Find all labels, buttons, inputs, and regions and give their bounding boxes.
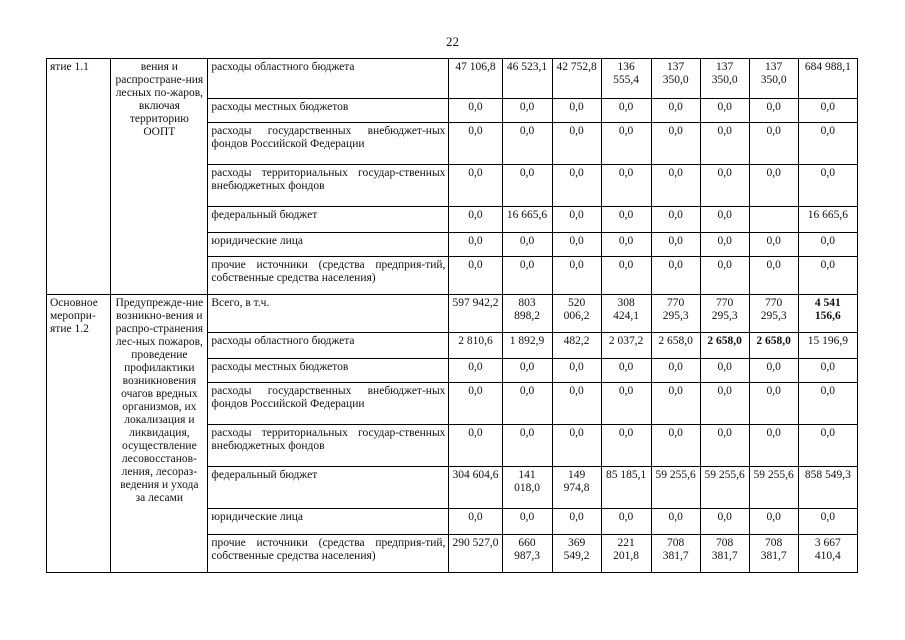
value-cell: 770 295,3: [651, 295, 700, 333]
value-cell: 708 381,7: [700, 535, 749, 573]
value-cell: 0,0: [449, 383, 502, 425]
value-cell: 0,0: [552, 359, 601, 383]
description-cell: Предупрежде-ние возникно-вения и распро-странения лес-ных пожаров, проведение профилактики возникновения очагов вредных организмов, их локализация и ликвидация, осуществление лесовосстанов-ления, лесораз-ведения и ухода за лесами: [111, 295, 208, 573]
value-cell: 0,0: [449, 99, 502, 123]
value-cell: 0,0: [651, 99, 700, 123]
value-cell: 0,0: [552, 99, 601, 123]
value-cell: 16 665,6: [502, 207, 552, 233]
funding-source-cell: прочие источники (средства предприя-тий, собственные средства населения): [208, 535, 449, 573]
value-cell: 2 658,0: [700, 333, 749, 359]
value-cell: 2 658,0: [651, 333, 700, 359]
value-cell: 0,0: [651, 257, 700, 295]
value-cell: 0,0: [700, 359, 749, 383]
total-value-cell: 3 667 410,4: [798, 535, 857, 573]
funding-source-cell: расходы областного бюджета: [208, 333, 449, 359]
value-cell: 0,0: [449, 207, 502, 233]
value-cell: 0,0: [601, 425, 651, 467]
value-cell: 0,0: [700, 509, 749, 535]
value-cell: 0,0: [502, 233, 552, 257]
value-cell: 0,0: [502, 359, 552, 383]
funding-source-cell: расходы государственных внебюджет-ных фондов Российской Федерации: [208, 123, 449, 165]
value-cell: 137 350,0: [749, 59, 798, 99]
value-cell: 0,0: [502, 99, 552, 123]
funding-source-cell: расходы территориальных государ-ственных внебюджетных фондов: [208, 425, 449, 467]
value-cell: 137 350,0: [651, 59, 700, 99]
value-cell: 290 527,0: [449, 535, 502, 573]
table-body: [47, 59, 858, 573]
value-cell: 47 106,8: [449, 59, 502, 99]
value-cell: 0,0: [601, 359, 651, 383]
funding-source-cell: прочие источники (средства предприя-тий, собственные средства населения): [208, 257, 449, 295]
funding-source-cell: юридические лица: [208, 509, 449, 535]
value-cell: 0,0: [601, 383, 651, 425]
value-cell: 2 658,0: [749, 333, 798, 359]
value-cell: 0,0: [651, 359, 700, 383]
value-cell: 0,0: [449, 233, 502, 257]
value-cell: 0,0: [749, 123, 798, 165]
value-cell: 308 424,1: [601, 295, 651, 333]
total-value-cell: 0,0: [798, 99, 857, 123]
value-cell: 0,0: [552, 257, 601, 295]
value-cell: 0,0: [651, 425, 700, 467]
value-cell: 0,0: [552, 383, 601, 425]
value-cell: 0,0: [502, 509, 552, 535]
value-cell: 0,0: [601, 99, 651, 123]
value-cell: 0,0: [552, 165, 601, 207]
value-cell: 0,0: [700, 165, 749, 207]
value-cell: 0,0: [601, 233, 651, 257]
value-cell: 0,0: [749, 99, 798, 123]
total-value-cell: 4 541 156,6: [798, 295, 857, 333]
total-value-cell: 0,0: [798, 359, 857, 383]
value-cell: 2 037,2: [601, 333, 651, 359]
value-cell: 0,0: [651, 165, 700, 207]
value-cell: 520 006,2: [552, 295, 601, 333]
value-cell: 708 381,7: [651, 535, 700, 573]
value-cell: 141 018,0: [502, 467, 552, 509]
value-cell: 304 604,6: [449, 467, 502, 509]
value-cell: 0,0: [749, 257, 798, 295]
value-cell: 0,0: [651, 207, 700, 233]
value-cell: 137 350,0: [700, 59, 749, 99]
value-cell: 0,0: [552, 233, 601, 257]
value-cell: 0,0: [449, 509, 502, 535]
value-cell: 42 752,8: [552, 59, 601, 99]
funding-source-cell: расходы местных бюджетов: [208, 359, 449, 383]
value-cell: 59 255,6: [700, 467, 749, 509]
value-cell: 0,0: [601, 207, 651, 233]
total-value-cell: 0,0: [798, 233, 857, 257]
value-cell: 0,0: [651, 383, 700, 425]
funding-source-cell: расходы государственных внебюджет-ных фондов Российской Федерации: [208, 383, 449, 425]
total-value-cell: 15 196,9: [798, 333, 857, 359]
total-value-cell: 0,0: [798, 123, 857, 165]
value-cell: 0,0: [749, 425, 798, 467]
funding-source-cell: юридические лица: [208, 233, 449, 257]
value-cell: 0,0: [449, 123, 502, 165]
value-cell: 136 555,4: [601, 59, 651, 99]
funding-source-cell: расходы местных бюджетов: [208, 99, 449, 123]
value-cell: 0,0: [601, 509, 651, 535]
value-cell: 0,0: [700, 257, 749, 295]
total-value-cell: 684 988,1: [798, 59, 857, 99]
value-cell: 1 892,9: [502, 333, 552, 359]
value-cell: 708 381,7: [749, 535, 798, 573]
value-cell: 0,0: [700, 99, 749, 123]
value-cell: 0,0: [449, 165, 502, 207]
value-cell: 0,0: [700, 123, 749, 165]
value-cell: 0,0: [552, 509, 601, 535]
total-value-cell: 0,0: [798, 509, 857, 535]
event-cell: Основное меропри-ятие 1.2: [47, 295, 111, 573]
funding-source-cell: расходы областного бюджета: [208, 59, 449, 99]
value-cell: 0,0: [552, 207, 601, 233]
value-cell: 0,0: [651, 233, 700, 257]
value-cell: 0,0: [700, 425, 749, 467]
funding-source-cell: федеральный бюджет: [208, 207, 449, 233]
funding-source-cell: расходы территориальных государ-ственных внебюджетных фондов: [208, 165, 449, 207]
value-cell: 482,2: [552, 333, 601, 359]
value-cell: 221 201,8: [601, 535, 651, 573]
value-cell: 770 295,3: [749, 295, 798, 333]
total-value-cell: 0,0: [798, 257, 857, 295]
value-cell: 0,0: [502, 165, 552, 207]
total-value-cell: 858 549,3: [798, 467, 857, 509]
value-cell: 597 942,2: [449, 295, 502, 333]
page-number: 22: [446, 34, 459, 49]
value-cell: 0,0: [749, 165, 798, 207]
table-row: [47, 59, 858, 99]
total-value-cell: 0,0: [798, 383, 857, 425]
total-value-cell: 0,0: [798, 165, 857, 207]
value-cell: 59 255,6: [651, 467, 700, 509]
value-cell: 0,0: [449, 257, 502, 295]
value-cell: 0,0: [651, 509, 700, 535]
value-cell: 0,0: [601, 123, 651, 165]
value-cell: 0,0: [601, 257, 651, 295]
description-cell: вения и распростране-ния лесных по-жаров, включая территорию ООПТ: [111, 59, 208, 295]
value-cell: [749, 207, 798, 233]
value-cell: 0,0: [700, 233, 749, 257]
value-cell: 0,0: [749, 383, 798, 425]
value-cell: 0,0: [449, 359, 502, 383]
value-cell: 0,0: [749, 509, 798, 535]
value-cell: 0,0: [651, 123, 700, 165]
value-cell: 0,0: [502, 425, 552, 467]
funding-source-cell: Всего, в т.ч.: [208, 295, 449, 333]
budget-table: [46, 58, 858, 573]
value-cell: 0,0: [502, 383, 552, 425]
value-cell: 2 810,6: [449, 333, 502, 359]
value-cell: 803 898,2: [502, 295, 552, 333]
value-cell: 85 185,1: [601, 467, 651, 509]
value-cell: 0,0: [552, 123, 601, 165]
value-cell: 0,0: [449, 425, 502, 467]
funding-source-cell: федеральный бюджет: [208, 467, 449, 509]
value-cell: 149 974,8: [552, 467, 601, 509]
value-cell: 0,0: [552, 425, 601, 467]
value-cell: 0,0: [502, 257, 552, 295]
value-cell: 0,0: [749, 359, 798, 383]
table-row: [47, 295, 858, 333]
value-cell: 0,0: [601, 165, 651, 207]
value-cell: 0,0: [700, 383, 749, 425]
value-cell: 770 295,3: [700, 295, 749, 333]
value-cell: 660 987,3: [502, 535, 552, 573]
event-cell: ятие 1.1: [47, 59, 111, 295]
value-cell: 59 255,6: [749, 467, 798, 509]
value-cell: 0,0: [700, 207, 749, 233]
value-cell: 46 523,1: [502, 59, 552, 99]
value-cell: 0,0: [749, 233, 798, 257]
total-value-cell: 0,0: [798, 425, 857, 467]
value-cell: 369 549,2: [552, 535, 601, 573]
value-cell: 0,0: [502, 123, 552, 165]
total-value-cell: 16 665,6: [798, 207, 857, 233]
